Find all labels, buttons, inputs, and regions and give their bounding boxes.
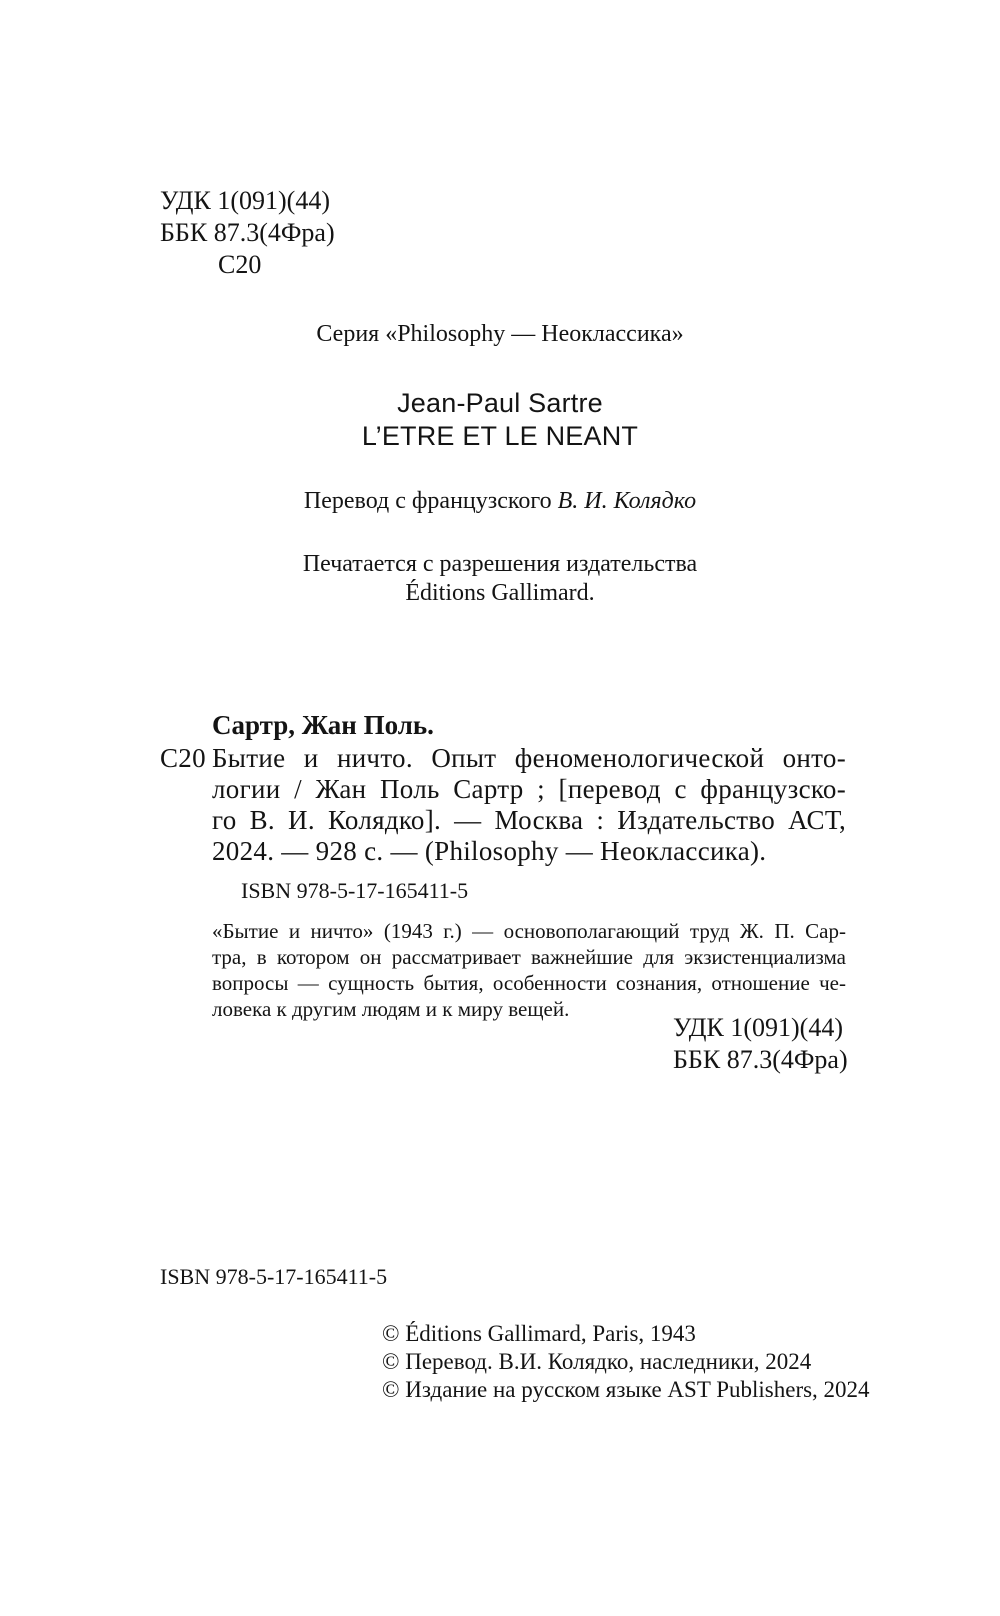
catalog-author-heading: Сартр, Жан Поль.	[212, 710, 434, 740]
catalog-author-mark: С20	[160, 743, 206, 773]
series-title: Серия «Philosophy — Неоклассика»	[316, 321, 684, 347]
annotation-line: вопросы — сущность бытия, особенности сознания, отношение че-	[212, 971, 846, 995]
annotation-line: ловека к другим людям и к миру вещей.	[212, 997, 570, 1021]
annotation-line: тра, в котором он рассматривает важнейшие для экзистенциализма	[212, 945, 846, 969]
udk-code-catalog: УДК 1(091)(44)	[673, 1013, 843, 1042]
translator-name: В. И. Колядко	[557, 488, 697, 514]
copyright-line: © Издание на русском языке AST Publishers, 2024	[382, 1377, 870, 1402]
bbk-code-top: ББК 87.3(4Фра)	[160, 218, 335, 247]
original-title: L’ETRE ET LE NEANT	[361, 421, 639, 451]
bottom-isbn: ISBN 978-5-17-165411-5	[160, 1264, 388, 1289]
annotation-line: «Бытие и ничто» (1943 г.) — основополагающий труд Ж. П. Сар-	[212, 919, 846, 943]
copyright-line: © Éditions Gallimard, Paris, 1943	[382, 1321, 696, 1346]
bbk-code-catalog: ББК 87.3(4Фра)	[673, 1045, 848, 1074]
catalog-isbn: ISBN 978-5-17-165411-5	[241, 878, 469, 903]
original-author: Jean-Paul Sartre	[397, 388, 603, 418]
translation-credit	[0, 489, 1000, 513]
udk-code-top: УДК 1(091)(44)	[160, 186, 330, 215]
permission-line-1: Печатается с разрешения издательства	[302, 551, 698, 577]
author-mark-top: С20	[218, 250, 262, 279]
catalog-description-line: го В. И. Колядко]. — Москва : Издательство АСТ,	[212, 805, 846, 835]
catalog-description-line: Бытие и ничто. Опыт феноменологической онто-	[212, 743, 846, 773]
catalog-description-line: 2024. — 928 с. — (Philosophy — Неоклассика).	[212, 836, 767, 866]
catalog-description-line: логии / Жан Поль Сартр ; [перевод с французско-	[212, 774, 846, 804]
copyright-line: © Перевод. В.И. Колядко, наследники, 2024	[382, 1349, 812, 1374]
permission-line-2: Éditions Gallimard.	[405, 580, 595, 606]
translation-prefix: Перевод с французского	[303, 488, 558, 514]
